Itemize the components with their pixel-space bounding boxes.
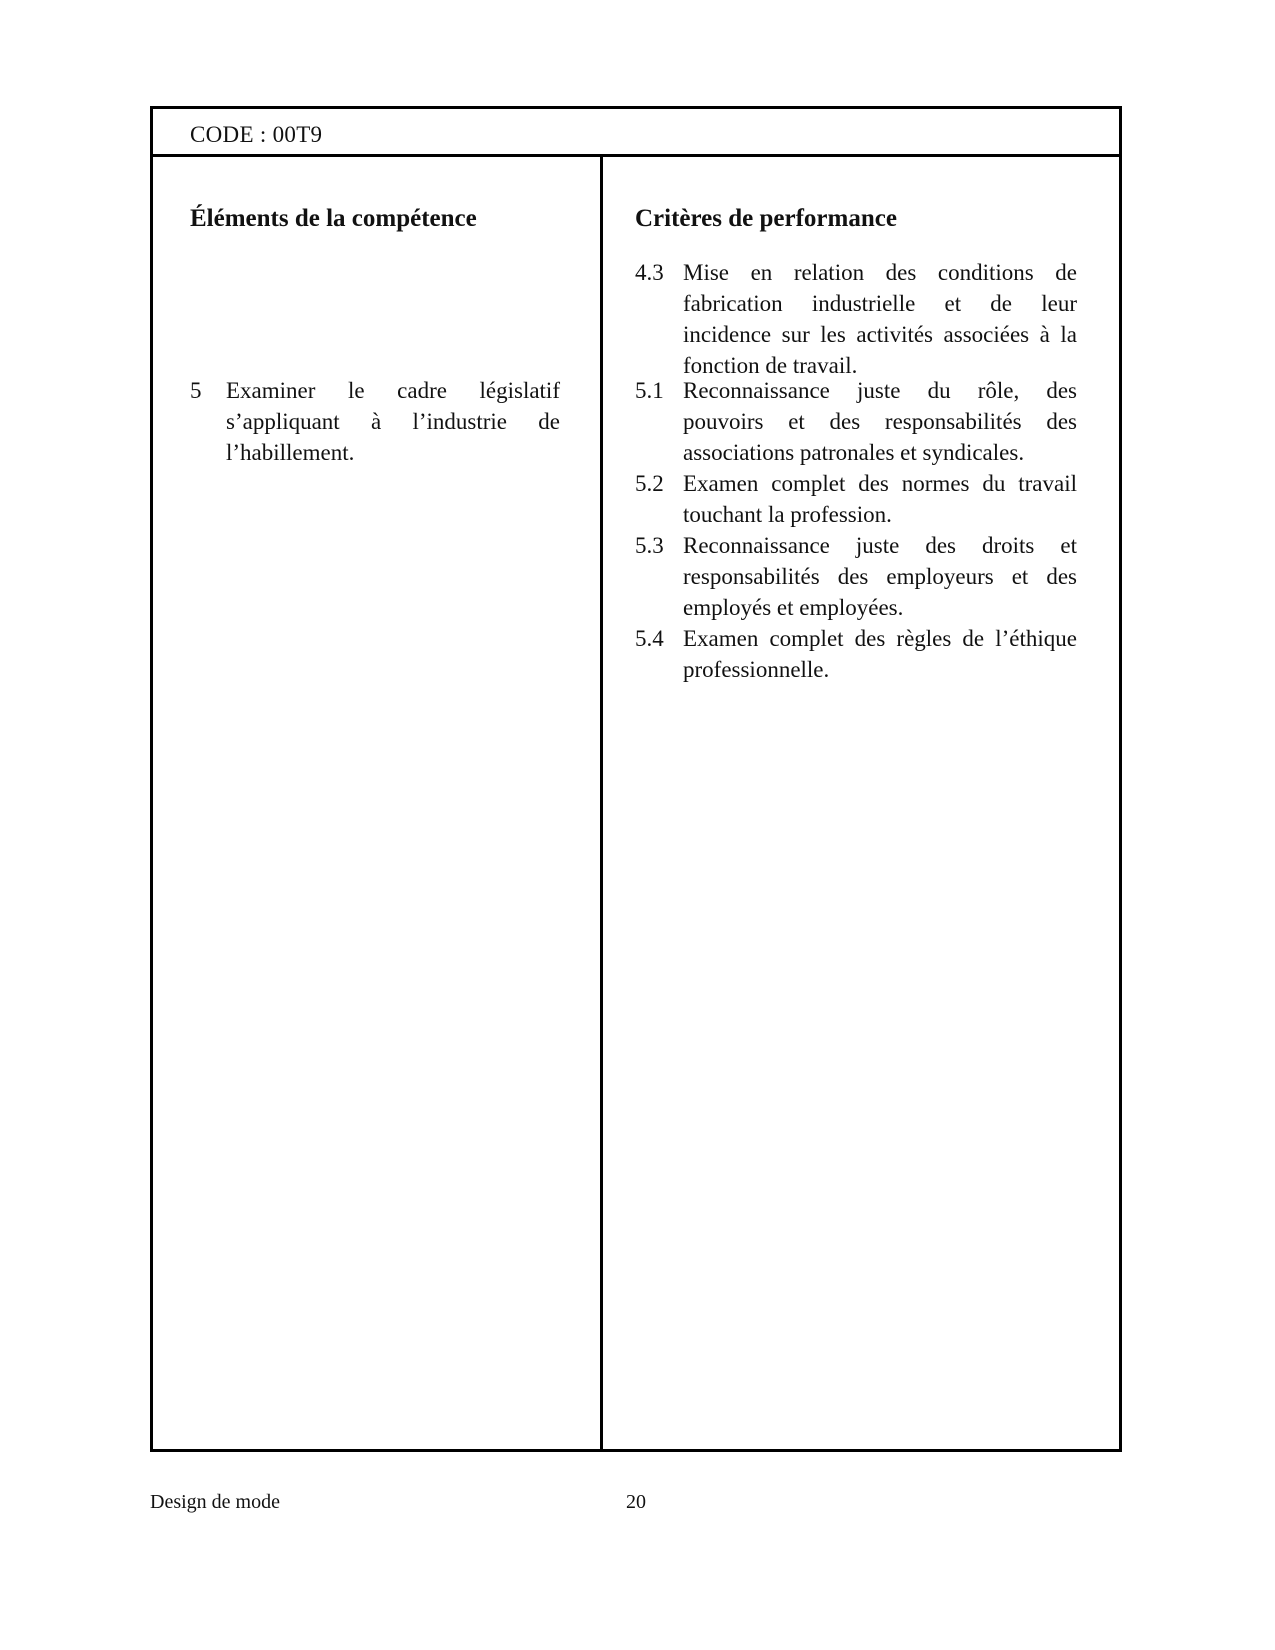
criterion-text: Mise en relation des conditions de fabrication industrielle et de leur incidence sur les activités associées à la fonction de travail. [683, 260, 1077, 378]
code-label: CODE : 00T9 [190, 122, 323, 147]
competency-table [150, 106, 1122, 1452]
footer-document-title: Design de mode [150, 1491, 280, 1513]
code-row [153, 109, 1119, 157]
criterion-item [635, 468, 1077, 530]
criterion-number: 5.1 [635, 378, 664, 403]
element-item [190, 375, 560, 468]
criteria-heading: Critères de performance [635, 205, 897, 232]
criterion-item [635, 623, 1077, 685]
element-text: Examiner le cadre législatif s’appliquant à l’industrie de l’habillement. [226, 378, 560, 465]
criterion-item [635, 257, 1077, 381]
criterion-text: Examen complet des règles de l’éthique professionnelle. [683, 626, 1077, 682]
criteria-group-5 [635, 375, 1077, 685]
criterion-item [635, 530, 1077, 623]
criteria-group-4 [635, 257, 1077, 381]
criterion-number: 5.3 [635, 533, 664, 558]
criterion-item [635, 375, 1077, 468]
criterion-number: 5.2 [635, 471, 664, 496]
element-number: 5 [190, 378, 202, 403]
criterion-text: Reconnaissance juste du rôle, des pouvoirs et des responsabilités des associations patronales et syndicales. [683, 378, 1077, 465]
criterion-text: Examen complet des normes du travail touchant la profession. [683, 471, 1077, 527]
criterion-text: Reconnaissance juste des droits et responsabilités des employeurs et des employés et employées. [683, 533, 1077, 620]
column-divider [600, 157, 603, 1449]
elements-heading: Éléments de la compétence [190, 205, 477, 232]
footer-page-number: 20 [626, 1491, 646, 1513]
criterion-number: 5.4 [635, 626, 664, 651]
criterion-number: 4.3 [635, 260, 664, 285]
